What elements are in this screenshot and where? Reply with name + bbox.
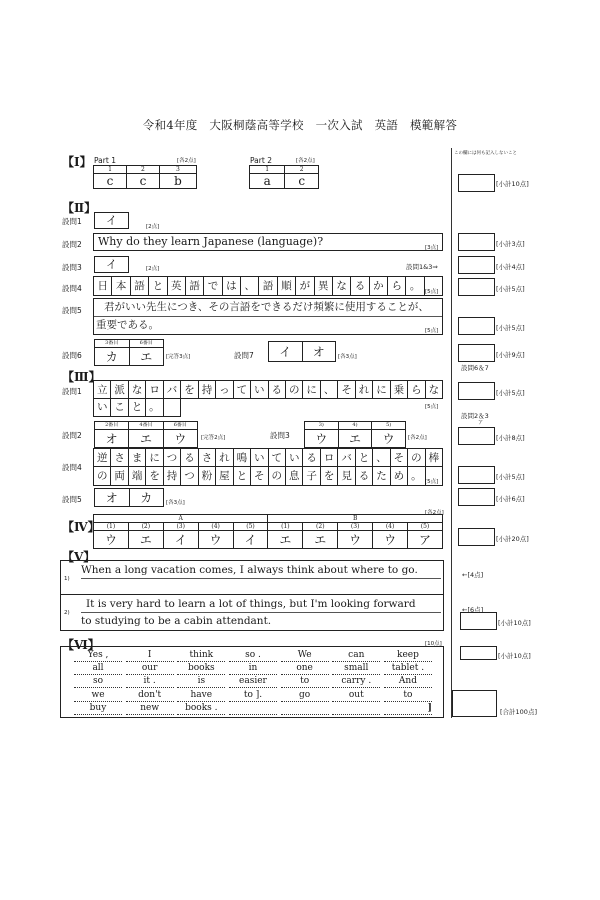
word-blank: to ].: [229, 690, 277, 702]
word-blank: [332, 703, 380, 715]
char-cell: 粉: [199, 467, 216, 485]
char-cell: [164, 398, 180, 416]
char-cell: れ: [356, 381, 373, 399]
char-cell: ロ: [321, 449, 338, 467]
group-b-header: B: [268, 515, 443, 523]
char-cell: そ: [338, 381, 355, 399]
q1-3-note: 設問1&3⇒: [406, 263, 438, 271]
word-blank: so .: [229, 650, 277, 662]
header: (3): [338, 523, 373, 531]
char-cell: 逆: [94, 449, 111, 467]
char-cell: い: [286, 449, 303, 467]
word-blank: Yes ,: [74, 650, 122, 662]
subtotal-box[interactable]: [458, 528, 495, 546]
s3-q3-label: 設問3: [270, 431, 290, 440]
s3-q5-points: [各3点]: [166, 500, 185, 506]
char-cell: る: [269, 381, 286, 399]
page-title: 令和4年度 大阪桐蔭高等学校 一次入試 英語 模範解答: [142, 118, 458, 132]
char-cell: 乗: [391, 381, 408, 399]
s6-points: [10点]: [425, 641, 442, 647]
word-blank: buy: [74, 703, 122, 715]
q6-label: 設問6: [62, 351, 82, 360]
section-5-label: 【Ⅴ】: [62, 550, 96, 564]
q2-points: [3点]: [425, 245, 439, 251]
part2-points: [各2点]: [296, 158, 315, 164]
answer-cell: オ: [95, 430, 129, 448]
s5-item-2-line1: It is very hard to learn a lot of things, but I'm looking forward: [81, 597, 441, 613]
total-box[interactable]: [452, 690, 497, 717]
word-blank: [281, 703, 329, 715]
char-cell: が: [296, 277, 314, 295]
char-cell: そ: [251, 467, 268, 485]
word-blank: carry .: [332, 676, 380, 688]
section-2-label: 【Ⅱ】: [62, 201, 97, 215]
char-cell: 語: [186, 277, 204, 295]
subtotal-box[interactable]: [458, 278, 495, 296]
q5-line1: 君がいい先生につき、その言語をできるだけ頻繁に使用することが、: [94, 299, 442, 317]
char-cell: い: [251, 381, 268, 399]
char-cell: い: [94, 398, 111, 416]
header: (4): [373, 523, 408, 531]
s6-word-row: [74, 690, 432, 702]
char-cell: る: [356, 467, 373, 485]
char-cell: は: [223, 277, 241, 295]
subtotal-label: [小計8点]: [496, 434, 525, 442]
header: (2): [128, 523, 163, 531]
header: 3番目: [95, 340, 130, 348]
char-cell: れ: [216, 449, 233, 467]
word-blank: in: [229, 663, 277, 675]
q5-line2: 重要である。: [96, 319, 159, 331]
char-cell: め: [391, 467, 408, 485]
word-blank: we: [74, 690, 122, 702]
s3-q1-points: [5点]: [425, 404, 439, 410]
s5-item-2: [61, 595, 443, 631]
header: (3): [163, 523, 198, 531]
s5-item-2-line2: to studying to be a cabin attendant.: [81, 615, 272, 627]
subtotal-box[interactable]: [460, 646, 497, 660]
char-cell: 、: [321, 381, 338, 399]
char-cell: と: [129, 398, 146, 416]
word-blank: And: [384, 676, 432, 688]
char-cell: つ: [164, 449, 181, 467]
subtotal-label: [小計6点]: [496, 495, 525, 503]
q1-label: 設問1: [62, 217, 82, 226]
char-cell: さ: [111, 449, 128, 467]
header: 6番目: [129, 340, 164, 348]
word-blank: [229, 703, 277, 715]
subtotal-box[interactable]: [458, 174, 495, 192]
char-cell: い: [251, 449, 268, 467]
header: (1): [94, 523, 129, 531]
q6-points: [完答3点]: [166, 354, 191, 360]
margin-divider: [451, 148, 452, 718]
s4-points: [各2点]: [425, 510, 444, 516]
char-cell: 端: [129, 467, 146, 485]
answer-cell: ウ: [338, 531, 373, 549]
char-cell: 語: [259, 277, 277, 295]
answer-cell: ウ: [305, 430, 339, 448]
s5-item-1-line1: When a long vacation comes, I always think about where to go.: [81, 563, 441, 579]
q3-points: [2点]: [146, 266, 160, 272]
s3-q2-label: 設問2: [62, 431, 82, 440]
word-blank: it .: [126, 676, 174, 688]
answer-cell: エ: [129, 348, 164, 366]
subtotal-box[interactable]: [458, 488, 495, 506]
subtotal-box[interactable]: [458, 427, 495, 445]
subtotal-label: [小計5点]: [496, 324, 525, 332]
section-4-label: 【Ⅳ】: [62, 520, 100, 534]
s3-q1-row2: [93, 398, 181, 417]
char-cell: 子: [303, 467, 320, 485]
s3-q4-row2: [94, 467, 442, 485]
char-cell: 両: [111, 467, 128, 485]
word-blank: tablet .: [384, 663, 432, 675]
char-cell: と: [234, 467, 251, 485]
char-cell: の: [94, 467, 111, 485]
char-cell: に: [373, 381, 390, 399]
char-cell: の: [286, 381, 303, 399]
char-cell: 棒: [428, 452, 440, 464]
subtotal-label: [小計5点]: [496, 473, 525, 481]
answer-cell: c: [285, 174, 319, 189]
word-blank: so: [74, 676, 122, 688]
total-label: [合計100点]: [500, 708, 537, 716]
char-cell: 屋: [216, 467, 233, 485]
s5-answer-box: [60, 560, 444, 631]
char-cell: 息: [286, 467, 303, 485]
word-blank: can: [332, 650, 380, 662]
s6-word-row: [74, 663, 432, 675]
section-1-label: 【Ⅰ】: [62, 155, 92, 169]
answer-cell: エ: [129, 430, 163, 448]
subtotal-label: [小計4点]: [496, 263, 525, 271]
word-blank: to: [281, 676, 329, 688]
answer-cell: b: [159, 174, 196, 189]
s3-q3-points: [各2点]: [408, 435, 427, 441]
s6-word-row: [74, 676, 432, 688]
header: 3): [305, 422, 339, 430]
subtotal-label: [小計5点]: [496, 285, 525, 293]
word-blank: go: [281, 690, 329, 702]
header: 1: [250, 166, 285, 174]
char-cell: 日: [94, 277, 112, 295]
answer-cell: エ: [268, 531, 303, 549]
s3-q4-label: 設問4: [62, 463, 82, 472]
q4-label: 設問4: [62, 284, 82, 293]
q5-label: 設問5: [62, 306, 82, 315]
subtotal-label: [小計9点]: [496, 351, 525, 359]
s3-q2-answer-grid: [94, 421, 198, 448]
s5-item-1: [61, 561, 443, 595]
subtotal-label: [小計5点]: [496, 389, 525, 397]
char-cell: 異: [315, 277, 333, 295]
header: 4): [338, 422, 372, 430]
char-cell: の: [269, 467, 286, 485]
char-cell: 、: [241, 277, 259, 295]
q7-label: 設問7: [234, 351, 254, 360]
s5-item-1-points: ←[4点]: [462, 571, 484, 579]
subtotal-box[interactable]: [458, 382, 495, 400]
s3-q4-row1: [94, 449, 442, 467]
s6-word-row: [74, 703, 432, 715]
char-cell: と: [356, 449, 373, 467]
header: 5): [372, 422, 406, 430]
s3-q5-answer-grid: [94, 488, 164, 507]
answer-cell: c: [94, 174, 127, 189]
s4-answer-grid: [93, 514, 443, 549]
subtotal-label: [小計10点]: [498, 619, 531, 627]
header: 4番目: [129, 422, 163, 430]
subtotal-label: [小計10点]: [496, 180, 529, 188]
word-blank: don't: [126, 690, 174, 702]
char-cell: 英: [168, 277, 186, 295]
answer-cell: a: [250, 174, 285, 189]
part1-label: Part 1: [94, 156, 116, 165]
word-blank: our: [126, 663, 174, 675]
answer-cell: カ: [95, 348, 130, 366]
answer-cell: ウ: [373, 531, 408, 549]
answer-cell: エ: [303, 531, 338, 549]
char-cell: 、: [373, 449, 390, 467]
char-cell: バ: [338, 449, 355, 467]
header: 6番目: [163, 422, 197, 430]
q2-3-label: 設問2＆3: [461, 412, 489, 420]
char-cell: ら: [388, 277, 406, 295]
s3-q4-char-grid: [93, 448, 443, 486]
char-cell: 立: [94, 381, 111, 399]
word-blank: ]: [384, 703, 432, 715]
word-blank: new: [126, 703, 174, 715]
s3-q5-label: 設問5: [62, 495, 82, 504]
header: (5): [233, 523, 268, 531]
q3-answer: イ: [94, 256, 129, 273]
s3-q1-row1: [93, 380, 443, 399]
subtotal-box[interactable]: [460, 612, 497, 630]
answer-cell: イ: [233, 531, 268, 549]
char-cell: か: [370, 277, 388, 295]
char-cell: な: [333, 277, 351, 295]
header: (1): [268, 523, 303, 531]
answer-cell: エ: [128, 531, 163, 549]
word-blank: have: [177, 690, 225, 702]
subtotal-label: [小計3点]: [496, 240, 525, 248]
answer-cell: ウ: [163, 430, 197, 448]
word-blank: to: [384, 690, 432, 702]
answer-cell: イ: [269, 342, 303, 362]
char-cell: る: [351, 277, 369, 295]
char-cell: と: [149, 277, 167, 295]
char-cell: 。: [408, 467, 425, 485]
q2-label: 設問2: [62, 240, 82, 249]
char-cell: 鳴: [234, 449, 251, 467]
answer-cell: イ: [163, 531, 198, 549]
header: 2番目: [95, 422, 129, 430]
char-cell: て: [269, 449, 286, 467]
section-3-label: 【Ⅲ】: [62, 370, 101, 384]
header: 1: [94, 166, 127, 174]
word-blank: books .: [177, 703, 225, 715]
q5-answer-box: [93, 298, 443, 335]
q3-label: 設問3: [62, 263, 82, 272]
char-cell: 順: [278, 277, 296, 295]
q6-answer-grid: [94, 339, 164, 366]
char-cell: で: [204, 277, 222, 295]
q2-3-sub: ア: [478, 420, 484, 426]
char-cell: な: [428, 384, 440, 396]
answer-cell: ウ: [372, 430, 406, 448]
word-blank: We: [281, 650, 329, 662]
word-blank: all: [74, 663, 122, 675]
header: (5): [408, 523, 443, 531]
char-cell: ら: [408, 381, 425, 399]
s3-q3-answer-grid: [304, 421, 406, 448]
char-cell: 見: [338, 467, 355, 485]
header: 2: [285, 166, 319, 174]
item-num: 2): [64, 610, 70, 616]
char-cell: を: [321, 467, 338, 485]
side-note: この欄には何も記入しないこと: [454, 151, 517, 156]
subtotal-box[interactable]: [458, 466, 495, 484]
answer-cell: ア: [408, 531, 443, 549]
word-blank: I: [126, 650, 174, 662]
word-blank: books: [177, 663, 225, 675]
char-cell: 持: [199, 381, 216, 399]
char-cell: 持: [164, 467, 181, 485]
q2-answer: Why do they learn Japanese (language)?: [93, 233, 443, 251]
char-cell: の: [408, 449, 425, 467]
header: 2: [126, 166, 159, 174]
q5-points: [5点]: [425, 328, 439, 334]
word-blank: easier: [229, 676, 277, 688]
char-cell: ロ: [146, 381, 163, 399]
char-cell: に: [303, 381, 320, 399]
s3-q4-points: [5点]: [425, 479, 439, 485]
char-cell: 派: [111, 381, 128, 399]
char-cell: る: [303, 449, 320, 467]
item-num: 1): [64, 576, 70, 582]
q1-answer: イ: [94, 212, 129, 229]
word-blank: is: [177, 676, 225, 688]
char-cell: つ: [181, 467, 198, 485]
s3-q1-label: 設問1: [62, 387, 82, 396]
q6-7-label: 設問6＆7: [461, 364, 489, 372]
word-blank: think: [177, 650, 225, 662]
header: (4): [198, 523, 233, 531]
char-cell: を: [146, 467, 163, 485]
subtotal-box[interactable]: [458, 344, 495, 362]
char-cell: ま: [129, 449, 146, 467]
q1-points: [2点]: [146, 224, 160, 230]
char-cell: 。: [406, 277, 424, 295]
subtotal-box[interactable]: [458, 256, 495, 274]
char-cell: っ: [216, 381, 233, 399]
char-cell: 。: [146, 398, 163, 416]
char-cell: 本: [112, 277, 130, 295]
q7-points: [各3点]: [338, 354, 357, 360]
char-cell: 語: [131, 277, 149, 295]
answer-cell: オ: [302, 342, 336, 362]
s3-q2-points: [完答2点]: [201, 435, 226, 441]
part1-answer-grid: [93, 165, 197, 189]
part2-answer-grid: [249, 165, 319, 189]
q4-points: [5点]: [425, 289, 439, 295]
answer-cell: c: [126, 174, 159, 189]
part2-label: Part 2: [250, 156, 272, 165]
char-cell: に: [146, 449, 163, 467]
answer-cell: オ: [95, 489, 130, 507]
char-cell: て: [234, 381, 251, 399]
word-blank: one: [281, 663, 329, 675]
s5-item-2-points: ←[6点]: [462, 606, 484, 614]
subtotal-label: [小計10点]: [498, 652, 531, 660]
char-cell: さ: [199, 449, 216, 467]
subtotal-label: [小計20点]: [496, 535, 529, 543]
answer-cell: ウ: [94, 531, 129, 549]
header: 3: [159, 166, 196, 174]
subtotal-box[interactable]: [458, 233, 495, 251]
q4-char-grid: [93, 276, 443, 296]
section-6-label: 【Ⅵ】: [62, 638, 100, 652]
answer-cell: カ: [129, 489, 164, 507]
char-cell: た: [373, 467, 390, 485]
part1-points: [各2点]: [177, 158, 196, 164]
char-cell: そ: [391, 449, 408, 467]
answer-cell: ウ: [198, 531, 233, 549]
word-blank: small: [332, 663, 380, 675]
header: (2): [303, 523, 338, 531]
char-cell: な: [129, 381, 146, 399]
char-cell: る: [181, 449, 198, 467]
char-cell: を: [181, 381, 198, 399]
s6-word-row: [74, 650, 432, 662]
answer-cell: エ: [338, 430, 372, 448]
word-blank: out: [332, 690, 380, 702]
q7-answer-grid: [268, 341, 336, 362]
subtotal-box[interactable]: [458, 317, 495, 335]
char-cell: こ: [111, 398, 128, 416]
word-blank: keep: [384, 650, 432, 662]
char-cell: バ: [164, 381, 181, 399]
group-a-header: A: [94, 515, 268, 523]
